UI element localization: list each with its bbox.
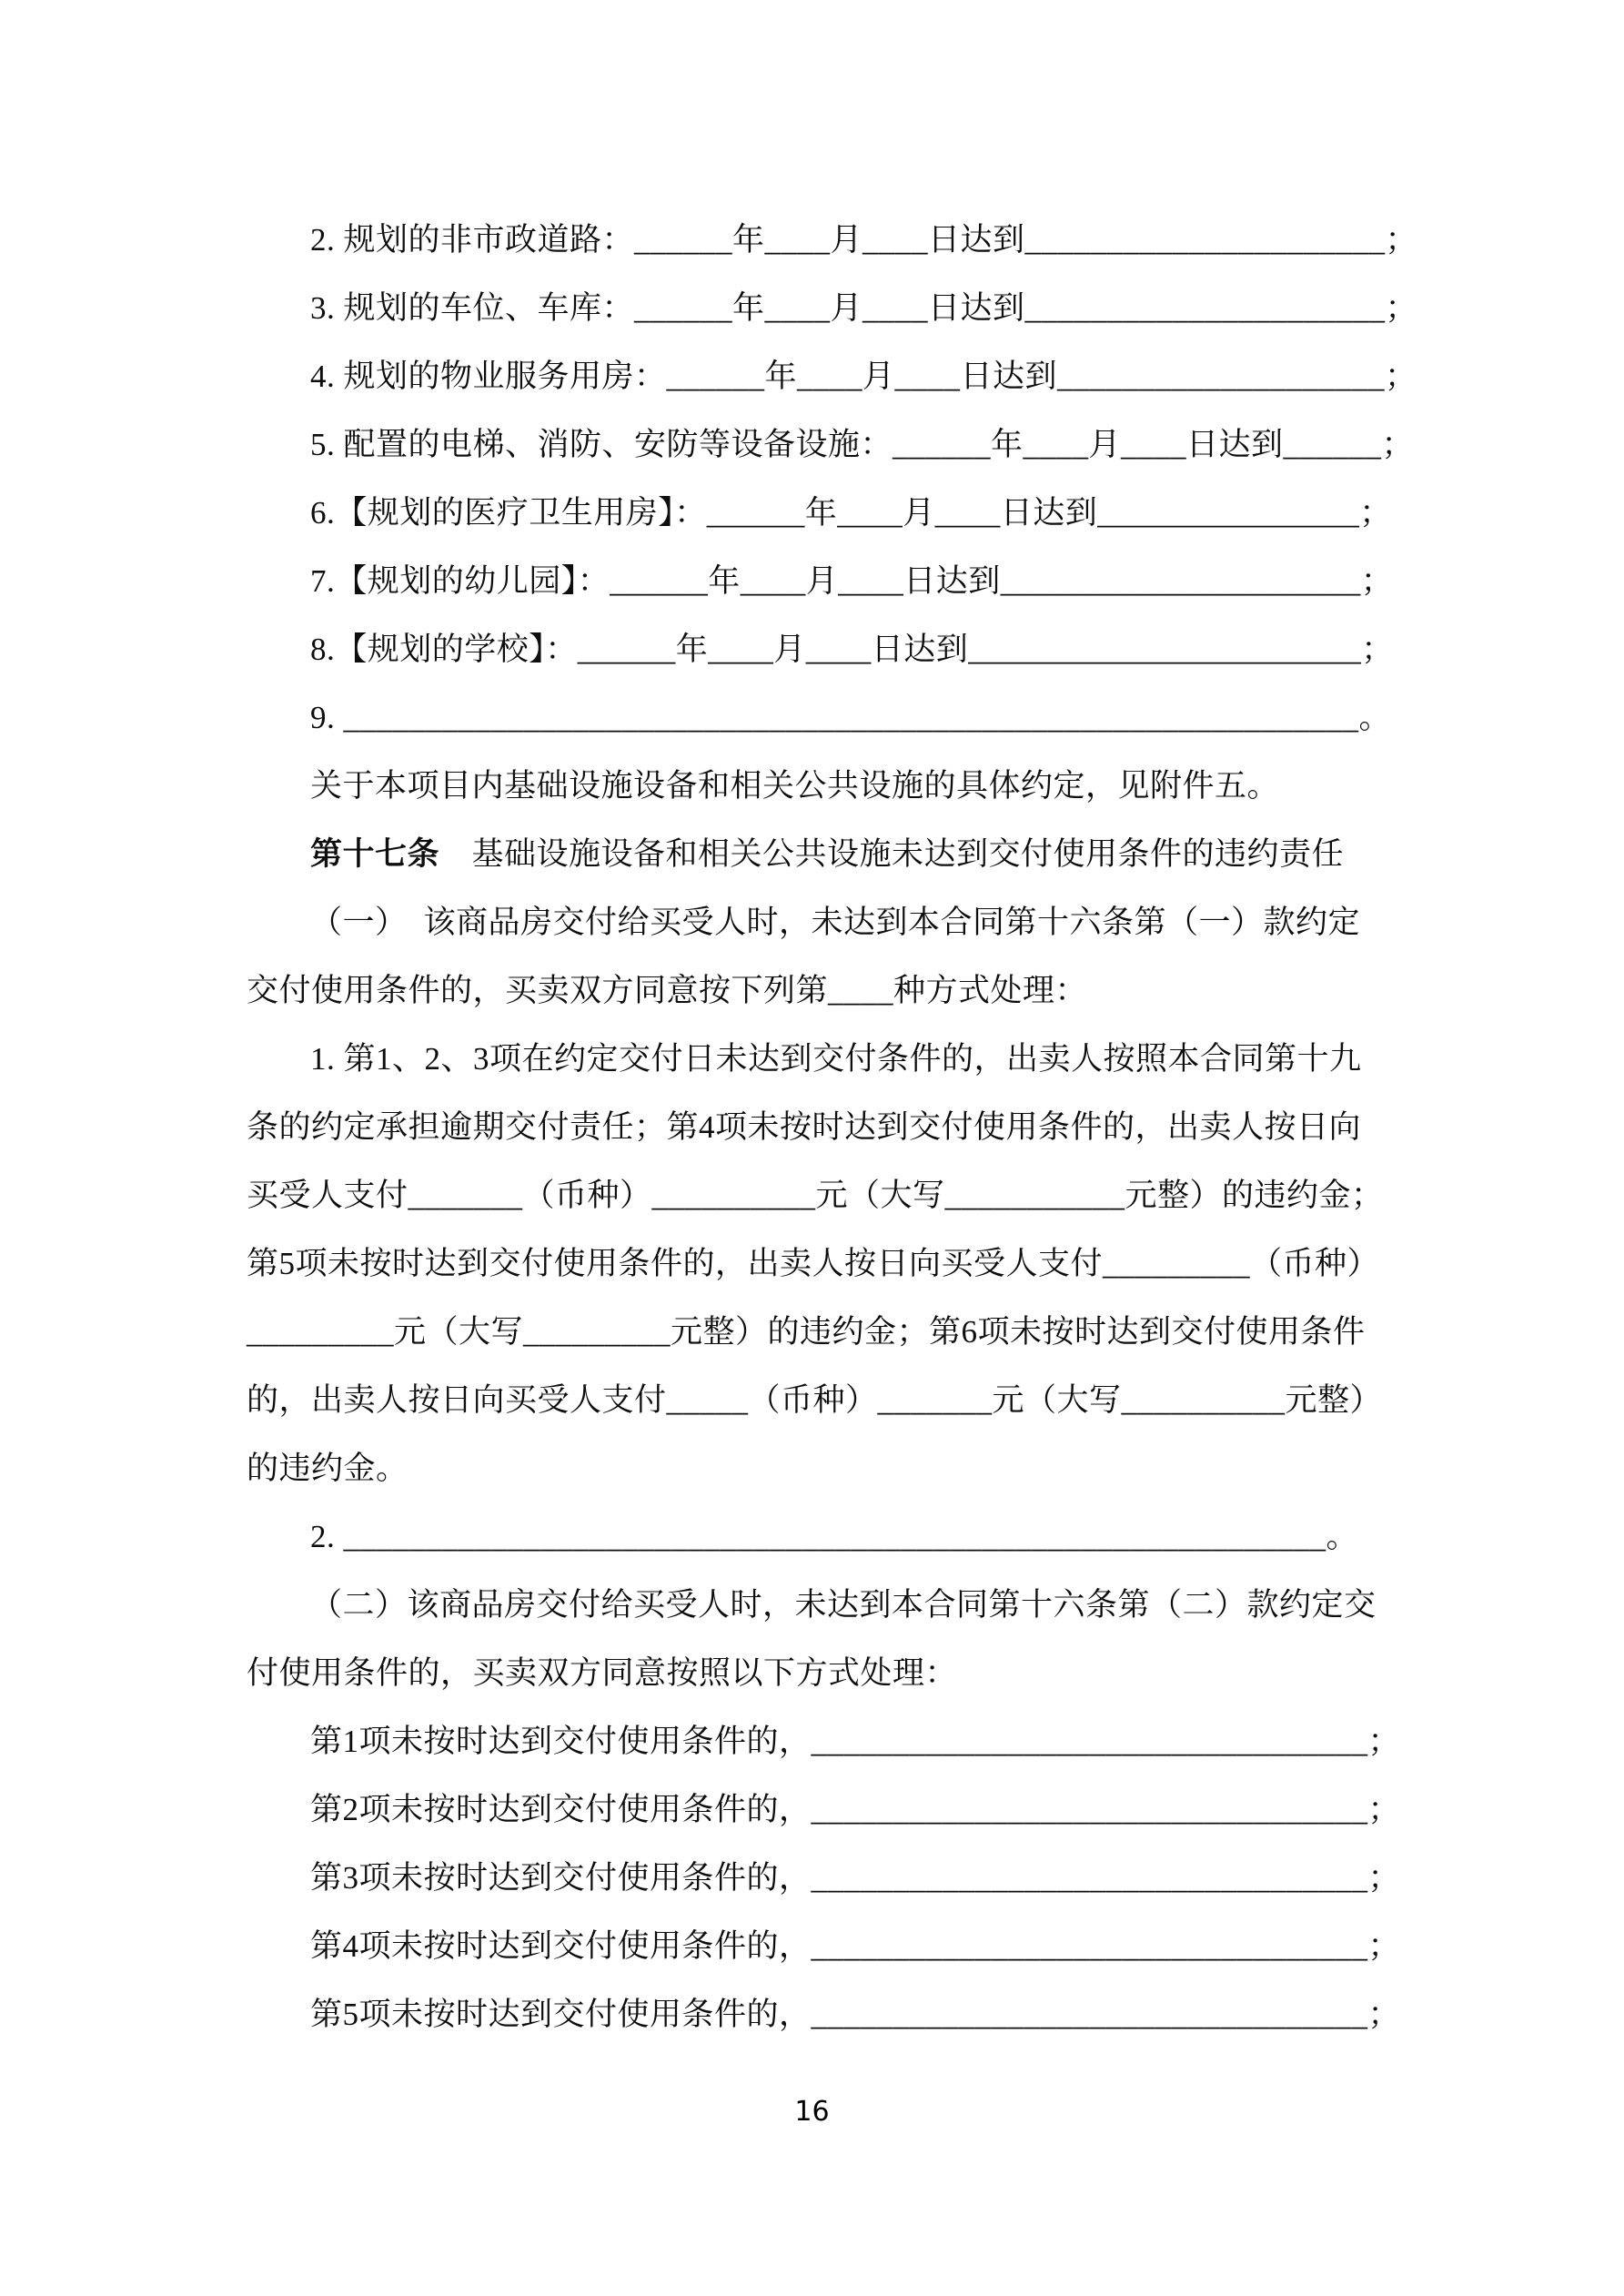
text-line: 关于本项目内基础设施设备和相关公共设施的具体约定，见附件五。: [310, 768, 1280, 804]
text-line: 第5项未按时达到交付使用条件的，__________________________________；: [310, 1997, 1401, 2032]
text-line: 第十七条 基础设施设备和相关公共设施未达到交付使用条件的违约责任: [310, 836, 1345, 872]
text-line: 6.【规划的医疗卫生用房】：______年____月____日达到________________；: [310, 495, 1392, 531]
text-line: 条的约定承担逾期交付责任；第4项未按时达到交付使用条件的，出卖人按日向: [247, 1109, 1362, 1145]
text-line: 1. 第1、2、3项在约定交付日未达到交付条件的，出卖人按照本合同第十九: [310, 1041, 1362, 1077]
text-line: 第4项未按时达到交付使用条件的，__________________________________；: [310, 1928, 1401, 1964]
text-line: 第1项未按时达到交付使用条件的，__________________________________；: [310, 1724, 1401, 1759]
text-line: 第2项未按时达到交付使用条件的，__________________________________；: [310, 1792, 1401, 1827]
text-line: 7.【规划的幼儿园】：______年____月____日达到______________________；: [310, 563, 1394, 599]
text-line: 买受人支付_______（币种）__________元（大写___________元整）的违约金；: [247, 1178, 1384, 1213]
page-number: 16: [794, 2096, 830, 2128]
text-line: 2. ____________________________________________________________。: [310, 1519, 1359, 1554]
text-line: 付使用条件的，买卖双方同意按照以下方式处理：: [247, 1655, 958, 1691]
text-line: 5. 配置的电梯、消防、安防等设备设施：______年____月____日达到______；: [310, 427, 1415, 462]
text-line: 3. 规划的车位、车库：______年____月____日达到______________________；: [310, 290, 1418, 326]
text-line: 8.【规划的学校】：______年____月____日达到________________________；: [310, 632, 1394, 667]
text-line: 2. 规划的非市政道路：______年____月____日达到______________________；: [310, 222, 1418, 258]
text-line: 第5项未按时达到交付使用条件的，出卖人按日向买受人支付_________（币种）: [247, 1246, 1380, 1281]
clause-title-lead: 第十七条: [310, 836, 440, 872]
text-line: （二）该商品房交付给买受人时，未达到本合同第十六条第（二）款约定交: [310, 1587, 1377, 1623]
text-line: 交付使用条件的，买卖双方同意按下列第____种方式处理：: [247, 973, 1088, 1008]
text-line: 第3项未按时达到交付使用条件的，__________________________________；: [310, 1860, 1401, 1896]
text-line: 的违约金。: [247, 1451, 409, 1486]
document-body: [247, 206, 1429, 2048]
text-line: （一） 该商品房交付给买受人时，未达到本合同第十六条第（一）款约定: [310, 905, 1361, 940]
text-line: 9. ______________________________________________________________。: [310, 700, 1392, 735]
text-line: 4. 规划的物业服务用房：______年____月____日达到____________________；: [310, 359, 1417, 394]
text-line: _________元（大写_________元整）的违约金；第6项未按时达到交付使用条件: [247, 1314, 1366, 1350]
text-line: 的，出卖人按日向买受人支付_____（币种）_______元（大写__________元整）: [247, 1382, 1383, 1418]
